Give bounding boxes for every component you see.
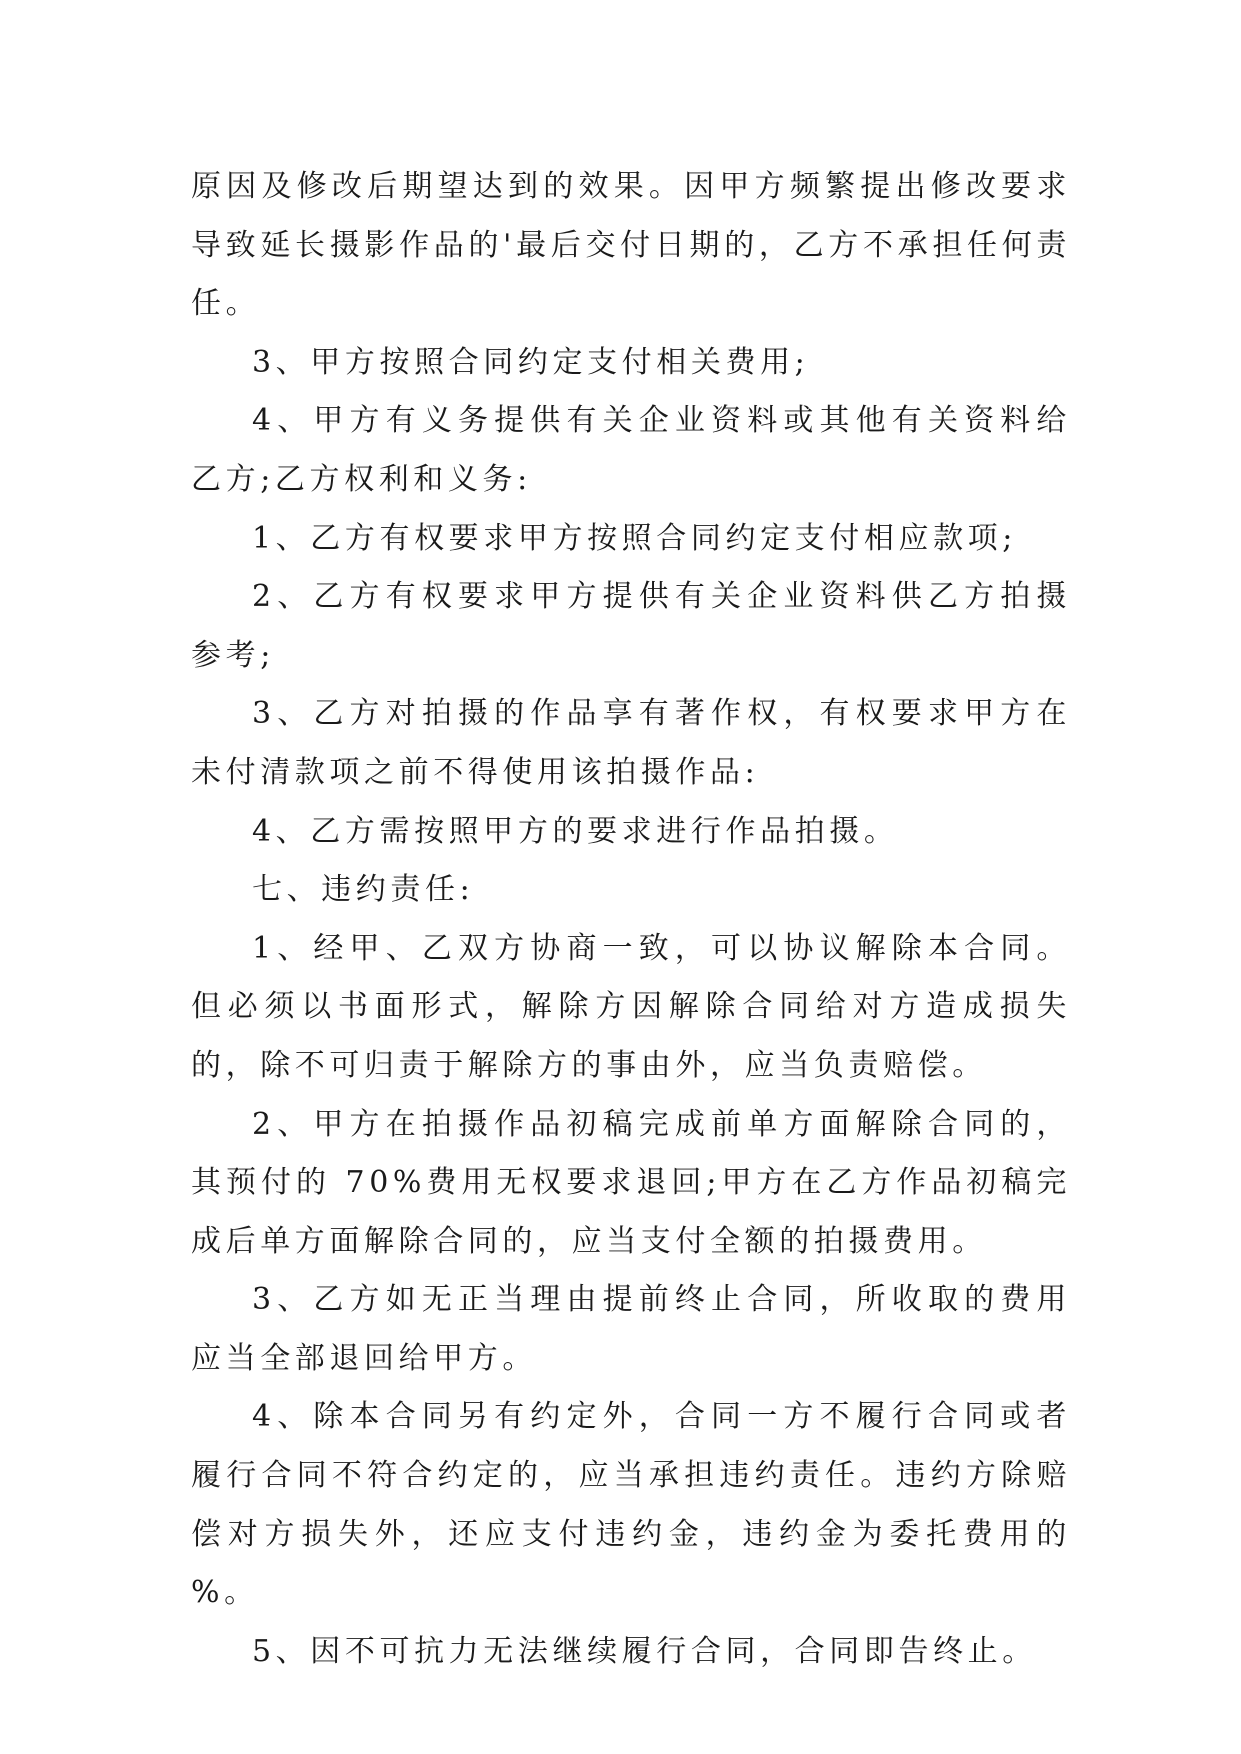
paragraph-party-b-copyright: 3、乙方对拍摄的作品享有著作权，有权要求甲方在未付清款项之前不得使用该拍摄作品: — [191, 696, 1071, 790]
paragraph-breach-penalty: 4、除本合同另有约定外，合同一方不履行合同或者履行合同不符合约定的，应当承担违约责任。违约方除赔偿对方损失外，还应支付违约金，违约金为委托费用的 %。 — [191, 1399, 1071, 1611]
paragraph-party-a-provide-materials: 4、甲方有义务提供有关企业资料或其他有关资料给乙方;乙方权利和义务: — [191, 403, 1071, 497]
section-heading-breach-liability: 七、违约责任: — [252, 872, 475, 908]
paragraph-party-b-early-termination: 3、乙方如无正当理由提前终止合同，所收取的费用应当全部退回给甲方。 — [191, 1282, 1071, 1376]
paragraph-mutual-termination: 1、经甲、乙双方协商一致，可以协议解除本合同。但必须以书面形式，解除方因解除合同给对方造成损失的，除不可归责于解除方的事由外，应当负责赔偿。 — [191, 930, 1071, 1083]
paragraph-modification-reason: 原因及修改后期望达到的效果。因甲方频繁提出修改要求导致延长摄影作品的'最后交付日期的，乙方不承担任何责任。 — [191, 169, 1071, 322]
paragraph-party-a-pay-fees: 3、甲方按照合同约定支付相关费用; — [252, 344, 810, 380]
paragraph-party-a-unilateral-termination: 2、甲方在拍摄作品初稿完成前单方面解除合同的，其预付的 70%费用无权要求退回;甲方在乙方作品初稿完成后单方面解除合同的，应当支付全额的拍摄费用。 — [191, 1106, 1071, 1259]
paragraph-force-majeure: 5、因不可抗力无法继续履行合同，合同即告终止。 — [252, 1633, 1037, 1669]
paragraph-party-b-request-payment: 1、乙方有权要求甲方按照合同约定支付相应款项; — [252, 520, 1017, 556]
contract-text-body — [191, 158, 1071, 1681]
paragraph-party-b-shoot-per-request: 4、乙方需按照甲方的要求进行作品拍摄。 — [252, 813, 899, 849]
paragraph-party-b-request-materials: 2、乙方有权要求甲方提供有关企业资料供乙方拍摄参考; — [191, 579, 1071, 673]
